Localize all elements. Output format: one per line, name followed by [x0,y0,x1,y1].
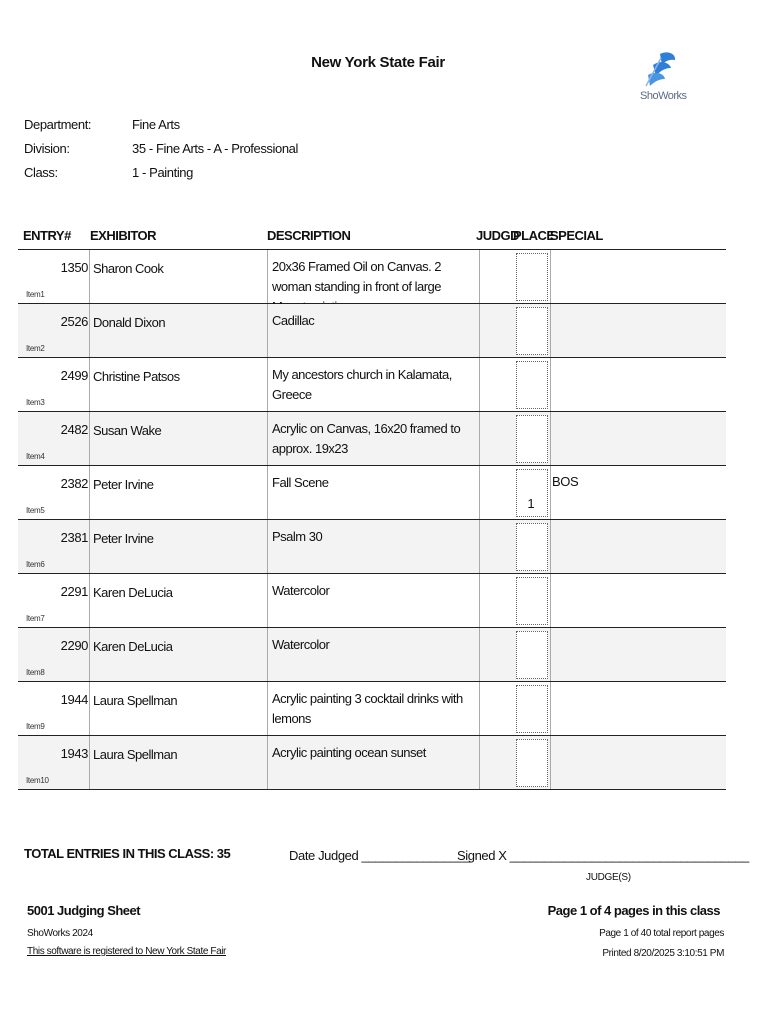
date-judged-field: Date Judged ________________ [289,848,471,863]
column-divider [267,628,268,681]
entry-description: Acrylic painting 3 cocktail drinks with lemons [272,691,463,726]
class-label: Class: [24,165,58,180]
entry-number: 2526 [60,314,88,329]
column-header-exhibitor: EXHIBITOR [90,228,157,243]
item-label: Item3 [26,398,45,407]
item-label: Item5 [26,506,45,515]
entry-description: Acrylic on Canvas, 16x20 framed to approx. 19x23 [272,421,461,456]
printed-timestamp: Printed 8/20/2025 3:10:51 PM [602,948,724,959]
column-divider [479,304,480,357]
column-divider [89,250,90,303]
column-divider [550,574,551,627]
column-header-place: PLACE [513,228,555,243]
item-label: Item8 [26,668,45,677]
department-label: Department: [24,117,92,132]
column-divider [550,412,551,465]
table-row [18,628,726,682]
place-value: 1 [527,496,535,511]
item-label: Item4 [26,452,45,461]
item-label: Item6 [26,560,45,569]
entry-description: Fall Scene [272,475,329,490]
column-divider [550,628,551,681]
column-divider [89,304,90,357]
column-divider [89,466,90,519]
division-label: Division: [24,141,70,156]
sheet-title: 5001 Judging Sheet [27,903,141,918]
column-divider [89,574,90,627]
exhibitor-name: Karen DeLucia [93,585,173,600]
column-divider [479,520,480,573]
entry-number: 1943 [60,746,88,761]
table-row [18,520,726,574]
column-divider [89,682,90,735]
judges-label: JUDGE(S) [586,872,631,883]
entry-number: 2290 [60,638,88,653]
column-divider [550,682,551,735]
total-pages: Page 1 of 40 total report pages [599,928,724,939]
feather-icon [638,48,688,90]
column-header-entry: ENTRY# [23,228,71,243]
column-divider [89,358,90,411]
exhibitor-name: Laura Spellman [93,693,178,708]
column-divider [479,412,480,465]
table-row [18,358,726,412]
column-header-description: DESCRIPTION [267,228,351,243]
column-divider [267,466,268,519]
column-divider [479,466,480,519]
table-row [18,249,726,304]
entry-description: Watercolor [272,637,330,652]
column-header-judgd: JUDGD [476,228,520,243]
entry-description: 20x36 Framed Oil on Canvas. 2 woman standing in front of large [272,259,442,294]
column-divider [89,736,90,789]
column-header-special: SPECIAL [550,228,603,243]
place-box[interactable] [516,739,548,787]
table-row [18,574,726,628]
class-value: 1 - Painting [132,165,193,180]
entries-table [18,249,726,790]
item-label: Item9 [26,722,45,731]
logo-wordmark: ShoWorks [640,90,687,102]
item-label: Item1 [26,290,45,299]
place-box[interactable] [516,631,548,679]
total-entries: TOTAL ENTRIES IN THIS CLASS: 35 [24,846,231,861]
department-value: Fine Arts [132,117,180,132]
column-divider [550,358,551,411]
column-divider [550,250,551,303]
column-divider [267,682,268,735]
registration-note: This software is registered to New York State Fair [27,946,226,957]
column-divider [550,466,551,519]
exhibitor-name: Laura Spellman [93,747,178,762]
table-row [18,412,726,466]
place-box[interactable] [516,577,548,625]
entry-number: 2382 [60,476,88,491]
column-divider [267,736,268,789]
entry-description: Watercolor [272,583,330,598]
exhibitor-name: Peter Irvine [93,477,154,492]
entry-description: Psalm 30 [272,529,323,544]
column-divider [267,520,268,573]
item-label: Item2 [26,344,45,353]
special-award: BOS [552,474,579,489]
column-divider [267,412,268,465]
division-value: 35 - Fine Arts - A - Professional [132,141,298,156]
place-box[interactable] [516,523,548,571]
exhibitor-name: Christine Patsos [93,369,180,384]
column-divider [267,250,268,303]
column-divider [479,628,480,681]
place-box[interactable] [516,685,548,733]
showorks-logo [638,48,688,108]
table-row [18,736,726,790]
entry-number: 2499 [60,368,88,383]
column-divider [89,412,90,465]
column-divider [479,682,480,735]
entry-description: Acrylic painting ocean sunset [272,745,426,760]
column-divider [550,304,551,357]
place-box[interactable] [516,253,548,301]
exhibitor-name: Susan Wake [93,423,162,438]
entry-description: My ancestors church in Kalamata, Greece [272,367,452,402]
place-box[interactable] [516,361,548,409]
exhibitor-name: Sharon Cook [93,261,164,276]
entry-number: 1350 [60,260,88,275]
software-version: ShoWorks 2024 [27,928,93,939]
page-info: Page 1 of 4 pages in this class [547,903,720,918]
item-label: Item7 [26,614,45,623]
exhibitor-name: Donald Dixon [93,315,166,330]
table-row [18,304,726,358]
entry-number: 1944 [60,692,88,707]
column-divider [550,520,551,573]
column-divider [89,628,90,681]
column-divider [267,304,268,357]
exhibitor-name: Peter Irvine [93,531,154,546]
column-divider [267,574,268,627]
signature-field: Signed X ___________________________________ [457,848,749,863]
place-box[interactable] [516,415,548,463]
entry-description: Cadillac [272,313,315,328]
column-divider [479,358,480,411]
page-title: New York State Fair [311,54,445,71]
column-divider [479,574,480,627]
table-row [18,682,726,736]
column-divider [89,520,90,573]
exhibitor-name: Karen DeLucia [93,639,173,654]
column-divider [550,736,551,789]
column-divider [479,736,480,789]
column-divider [267,358,268,411]
column-divider [479,250,480,303]
item-label: Item10 [26,776,49,785]
entry-number: 2381 [60,530,88,545]
entry-number: 2291 [60,584,88,599]
table-row [18,466,726,520]
place-box[interactable] [516,307,548,355]
entry-number: 2482 [60,422,88,437]
